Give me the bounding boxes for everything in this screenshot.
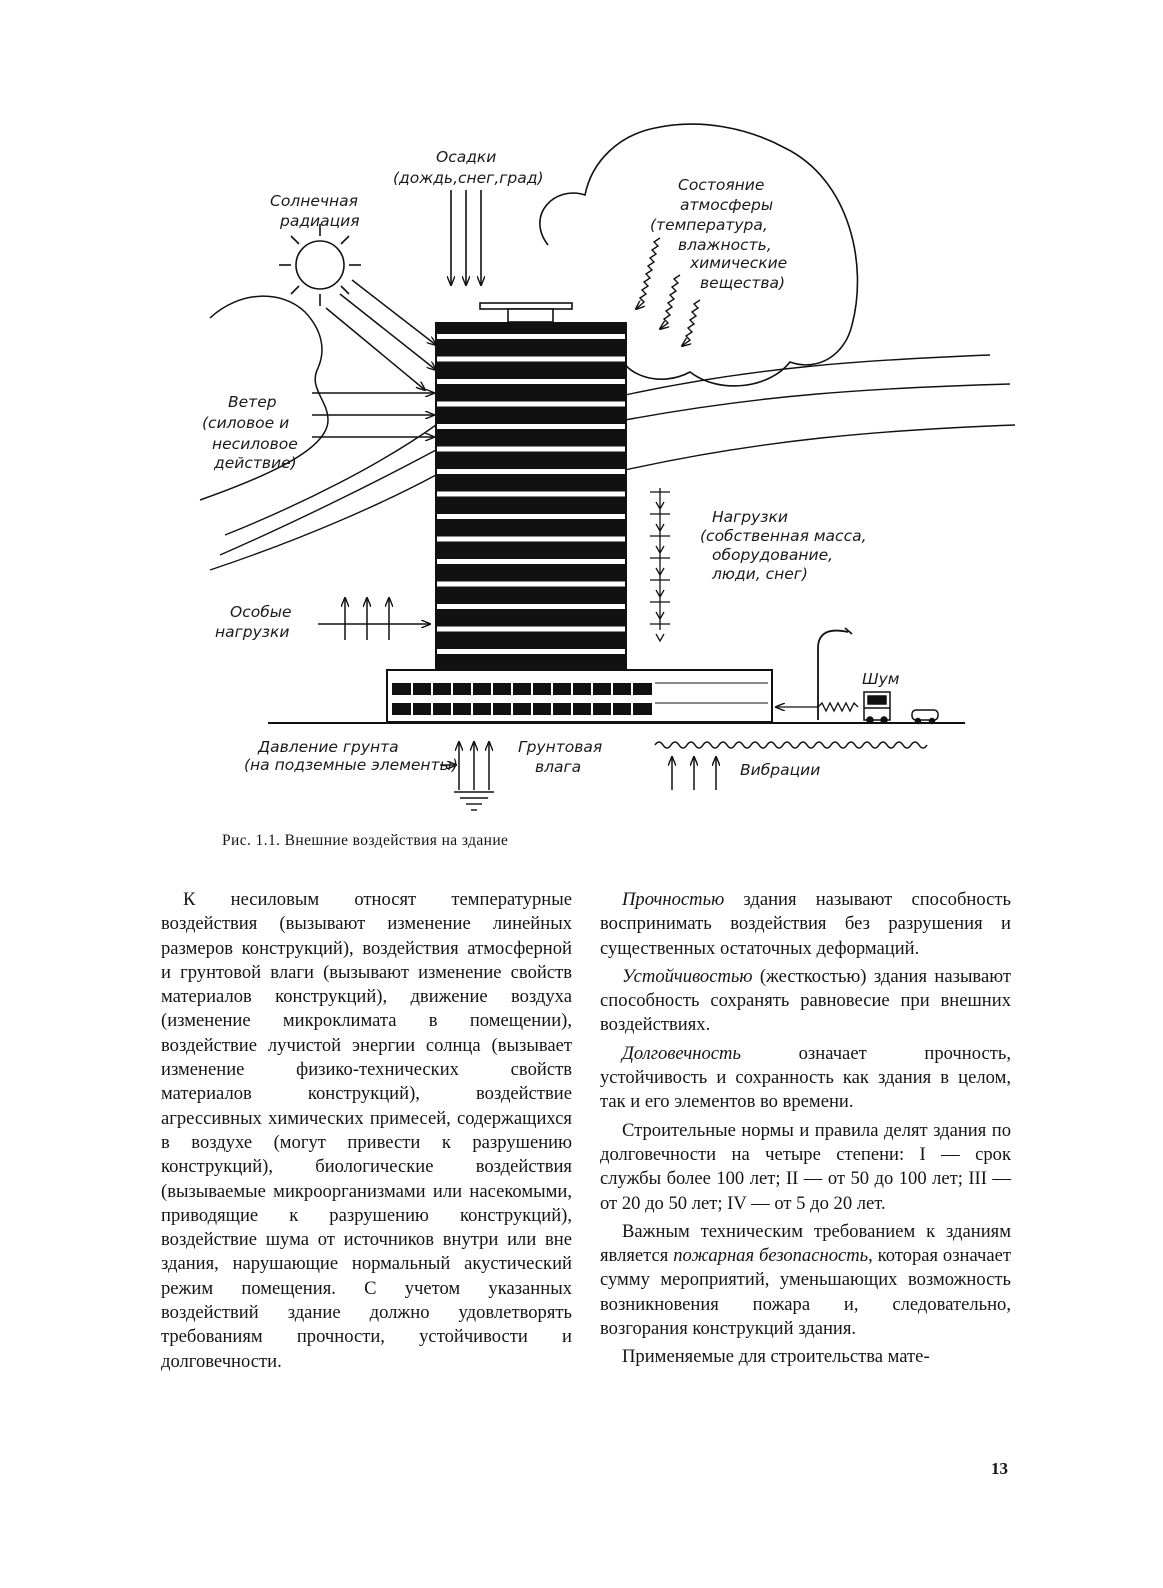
vibration-wave (655, 742, 927, 748)
label-atmosphere-1: Состояние (678, 176, 765, 194)
label-wind-4: действие) (214, 454, 297, 472)
label-loads-2: (собственная масса, (700, 527, 867, 545)
page-number: 13 (991, 1459, 1008, 1478)
term-stability: Устойчивостью (622, 965, 753, 987)
label-ground-water-1: Грунтовая (518, 738, 603, 756)
tower-floor-band (437, 559, 625, 564)
roof-structure (480, 303, 572, 322)
wind-arrows (312, 393, 434, 437)
label-soil-pressure-1: Давление грунта (258, 738, 399, 756)
paragraph-stability: Устойчивостью (жесткостью) здания называют способность сохранять равновесие при внешних воздействиях. (600, 965, 1011, 1036)
label-atmosphere-6: вещества) (700, 274, 786, 292)
label-ground-water-2: влага (535, 758, 582, 776)
label-precipitation-detail: (дождь,снег,град) (393, 169, 544, 187)
solar-ray-arrows (326, 280, 436, 390)
load-arrow-head (656, 634, 664, 641)
tower-floor-band (437, 492, 625, 497)
car-icon (912, 710, 938, 724)
right-text-column (600, 888, 1011, 1370)
paragraph-strength: Прочностью здания называют способность воспринимать воздействия без разрушения и существенных остаточных деформаций. (600, 889, 1011, 959)
tower-floor-band (437, 627, 625, 632)
label-solar-2: радиация (280, 212, 360, 230)
tower-building (435, 322, 627, 670)
tower-floor-band (437, 334, 625, 339)
tower-floor-band (437, 649, 625, 654)
label-special-1: Особые (230, 603, 292, 621)
tower-floor-band (437, 582, 625, 587)
tower-floor-band (437, 424, 625, 429)
sun-icon (279, 224, 361, 306)
paragraph-durability-classes: Строительные нормы и правила делят здания по долговечности на четыре степени: I — срок службы более 100 лет; II — от 50 до 100 лет; III — от 20 до 50 лет; IV — от 5 до 20 лет. (600, 1119, 1011, 1214)
figure-caption: Рис. 1.1. Внешние воздействия на здание (222, 832, 509, 849)
paragraph-nonforce-effects: К несиловым относят температурные воздействия (вызывают изменение линейных размеров конструкций), воздействия атмосферной и грунтовой влаги (вызывают изменение свойств материалов конструкций), движение воздуха (изменение микроклимата в помещении), воздействие лучистой энергии солнца (вызывает изменение физико-технических свойств материалов конструкций), воздействие агрессивных химических примесей, содержащихся в воздухе (могут привести к разрушению конструкций), биологические воздействия (вызываемые микроорганизмами или насекомыми, приводящие к разрушению конструкций), воздействие шума от источников внутри или вне здания, нарушающие нормальный акустический режим помещения. С учетом указанных воздействий здание должно удовлетворять требованиям прочности, устойчивости и долговечности. (161, 889, 572, 1372)
precipitation-arrows (451, 190, 481, 285)
label-wind-2: (силовое и (202, 414, 290, 432)
tower-floor-band (437, 514, 625, 519)
label-soil-pressure-2: (на подземные элементы) (244, 756, 458, 774)
label-precipitation-title: Осадки (436, 148, 497, 166)
label-loads-1: Нагрузки (712, 508, 788, 526)
label-atmosphere-3: (температура, (650, 216, 768, 234)
special-loads-arrows (318, 598, 430, 640)
term-fire-safety: пожарная безопасность (673, 1245, 869, 1267)
label-loads-3: оборудование, (712, 546, 834, 564)
ground-symbol-icon (454, 792, 494, 810)
label-wind-1: Ветер (228, 393, 277, 411)
tower-floor-band (437, 537, 625, 542)
label-atmosphere-4: влажность, (678, 236, 772, 254)
podium-building (387, 670, 772, 722)
paragraph-fire-safety: Важным техническим требованием к зданиям является пожарная безопасность, которая означает сумму мероприятий, уменьшающих возможность возникновения пожара и, следовательно, возгорания конструкций здания. (600, 1220, 1012, 1340)
label-atmosphere-2: атмосферы (680, 196, 774, 214)
label-loads-4: люди, снег) (712, 565, 808, 583)
paragraph-materials: Применяемые для строительства мате- (622, 1346, 930, 1368)
noise-wavy-arrow (776, 703, 858, 711)
bus-icon (864, 692, 890, 723)
tower-floor-band (437, 402, 625, 407)
vibration-arrows (672, 757, 716, 790)
label-solar-1: Солнечная (270, 192, 358, 210)
label-atmosphere-5: химические (690, 254, 788, 272)
tower-floor-band (437, 357, 625, 362)
tower-floor-band (437, 447, 625, 452)
term-durability: Долговечность (622, 1042, 741, 1064)
label-noise: Шум (862, 670, 900, 688)
label-special-2: нагрузки (215, 623, 290, 641)
loads-arrows (650, 488, 670, 641)
ground-water-arrows (459, 742, 489, 790)
left-text-column (161, 888, 572, 1374)
paragraph-durability: Долговечность означает прочность, устойчивость и сохранность как здания в целом, так и его элементов во времени. (600, 1042, 1011, 1113)
tower-floor-band (437, 469, 625, 474)
label-wind-3: несиловое (212, 435, 298, 453)
tower-floor-band (437, 604, 625, 609)
term-strength: Прочностью (622, 889, 725, 910)
label-vibration: Вибрации (740, 761, 821, 779)
tower-floor-band (437, 379, 625, 384)
